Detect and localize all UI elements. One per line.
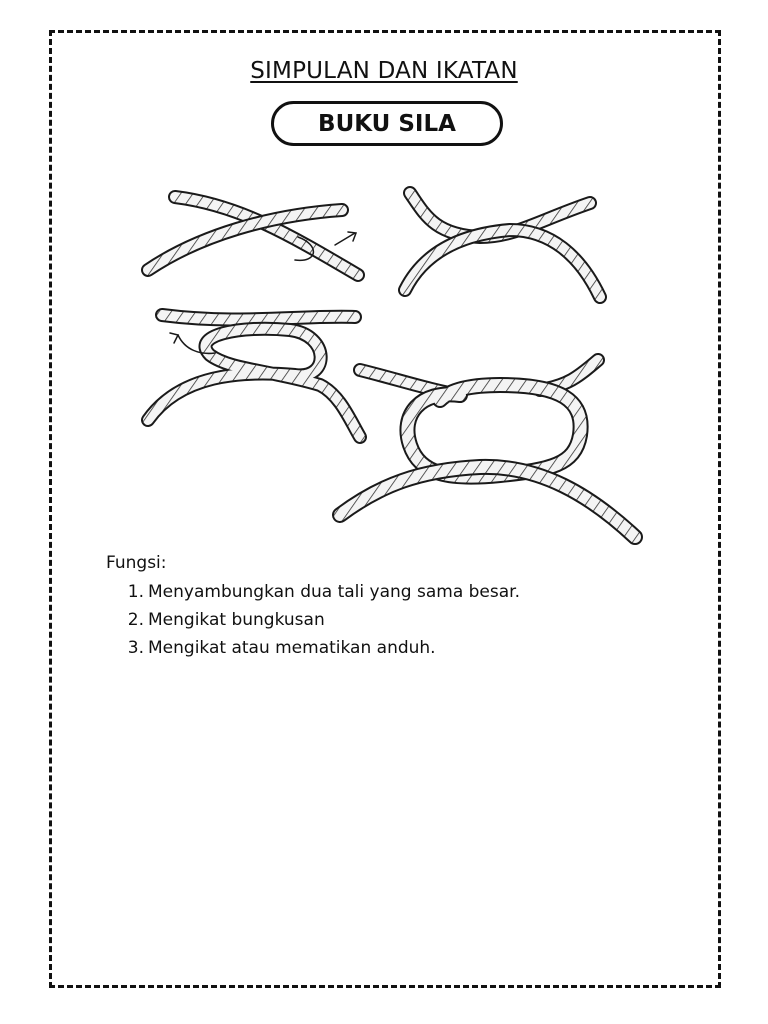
knot-name-label: BUKU SILA xyxy=(318,110,456,137)
step-2-first-twist xyxy=(405,193,600,297)
list-item xyxy=(120,634,520,662)
list-item xyxy=(120,578,520,606)
functions-label: Fungsi: xyxy=(106,553,167,573)
list-item xyxy=(120,606,520,634)
knot-name-badge xyxy=(271,101,503,146)
list-item-number: 1. xyxy=(127,582,144,602)
functions-list xyxy=(120,578,520,662)
list-item-number: 3. xyxy=(127,638,144,658)
step-1-crossing-ropes xyxy=(148,197,358,275)
list-item-text: Mengikat atau mematikan anduh. xyxy=(148,638,436,658)
step-3-forming-loop xyxy=(148,315,360,437)
page-title: SIMPULAN DAN IKATAN xyxy=(250,58,518,84)
step-4-completed-knot xyxy=(340,360,635,537)
list-item-text: Menyambungkan dua tali yang sama besar. xyxy=(148,582,520,602)
list-item-text: Mengikat bungkusan xyxy=(148,610,325,630)
list-item-number: 2. xyxy=(127,610,144,630)
reef-knot-steps-icon xyxy=(120,175,650,555)
